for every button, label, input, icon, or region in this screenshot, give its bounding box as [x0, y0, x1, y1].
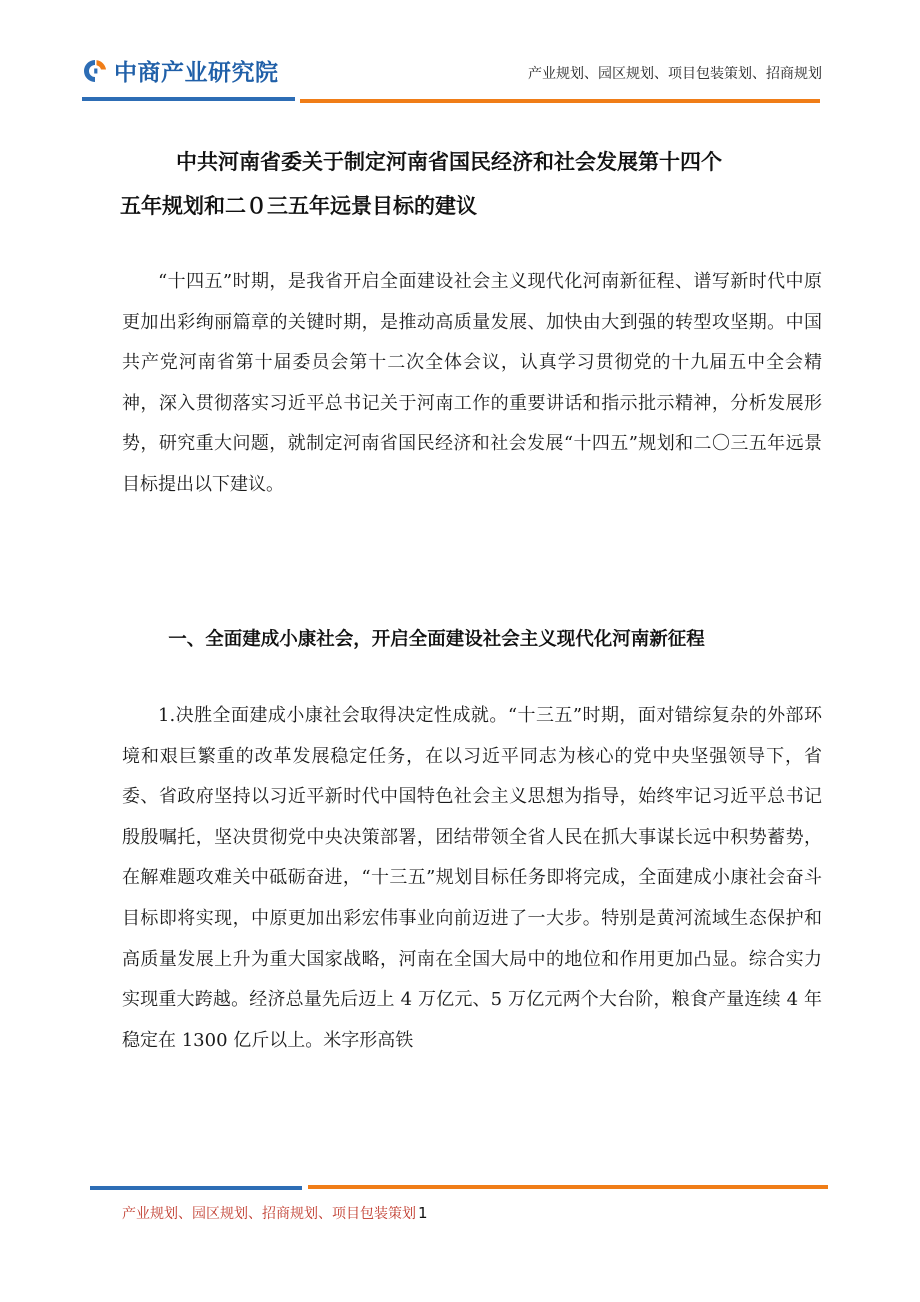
company-logo [82, 54, 279, 87]
page-number: 1 [418, 1204, 428, 1222]
header-divider-blue [82, 97, 295, 101]
circle-c-logo-icon [82, 58, 108, 84]
section-1-heading: 一、全面建成小康社会，开启全面建设社会主义现代化河南新征程 [168, 629, 705, 650]
footer-label: 产业规划、园区规划、招商规划、项目包装策划 [122, 1206, 416, 1222]
header-tagline: 产业规划、园区规划、项目包装策划、招商规划 [528, 66, 822, 82]
header-divider-orange [300, 99, 820, 103]
section-1-paragraph-1: 1.决胜全面建成小康社会取得决定性成就。“十三五”时期，面对错综复杂的外部环境和艰巨繁重的改革发展稳定任务，在以习近平同志为核心的党中央坚强领导下，省委、省政府坚持以习近平新时代中国特色社会主义思想为指导，始终牢记习近平总书记殷殷嘱托，坚决贯彻党中央决策部署，团结带领全省人民在抓大事谋长远中积势蓄势，在解难题攻难关中砥砺奋进，“十三五”规划目标任务即将完成，全面建成小康社会奋斗目标即将实现，中原更加出彩宏伟事业向前迈进了一大步。特别是黄河流域生态保护和高质量发展上升为重大国家战略，河南在全国大局中的地位和作用更加凸显。综合实力实现重大跨越。经济总量先后迈上 4 万亿元、5 万亿元两个大台阶，粮食产量连续 4 年稳定在 1300 亿斤以上。米字形高铁 [122, 705, 822, 1051]
title-line-2: 五年规划和二０三五年远景目标的建议 [120, 193, 477, 218]
logo-text: 中商产业研究院 [114, 60, 279, 86]
page-header [0, 0, 920, 110]
title-line-1: 中共河南省委关于制定河南省国民经济和社会发展第十四个 [176, 149, 722, 174]
document-title [120, 140, 820, 228]
intro-paragraph: “十四五”时期，是我省开启全面建设社会主义现代化河南新征程、谱写新时代中原更加出彩绚丽篇章的关键时期，是推动高质量发展、加快由大到强的转型攻坚期。中国共产党河南省第十届委员会第十二次全体会议，认真学习贯彻党的十九届五中全会精神，深入贯彻落实习近平总书记关于河南工作的重要讲话和指示批示精神，分析发展形势，研究重大问题，就制定河南省国民经济和社会发展“十四五”规划和二〇三五年远景目标提出以下建议。 [122, 271, 822, 495]
page-footer [122, 1203, 428, 1223]
footer-divider-blue [90, 1186, 302, 1190]
footer-divider-orange [308, 1185, 828, 1189]
